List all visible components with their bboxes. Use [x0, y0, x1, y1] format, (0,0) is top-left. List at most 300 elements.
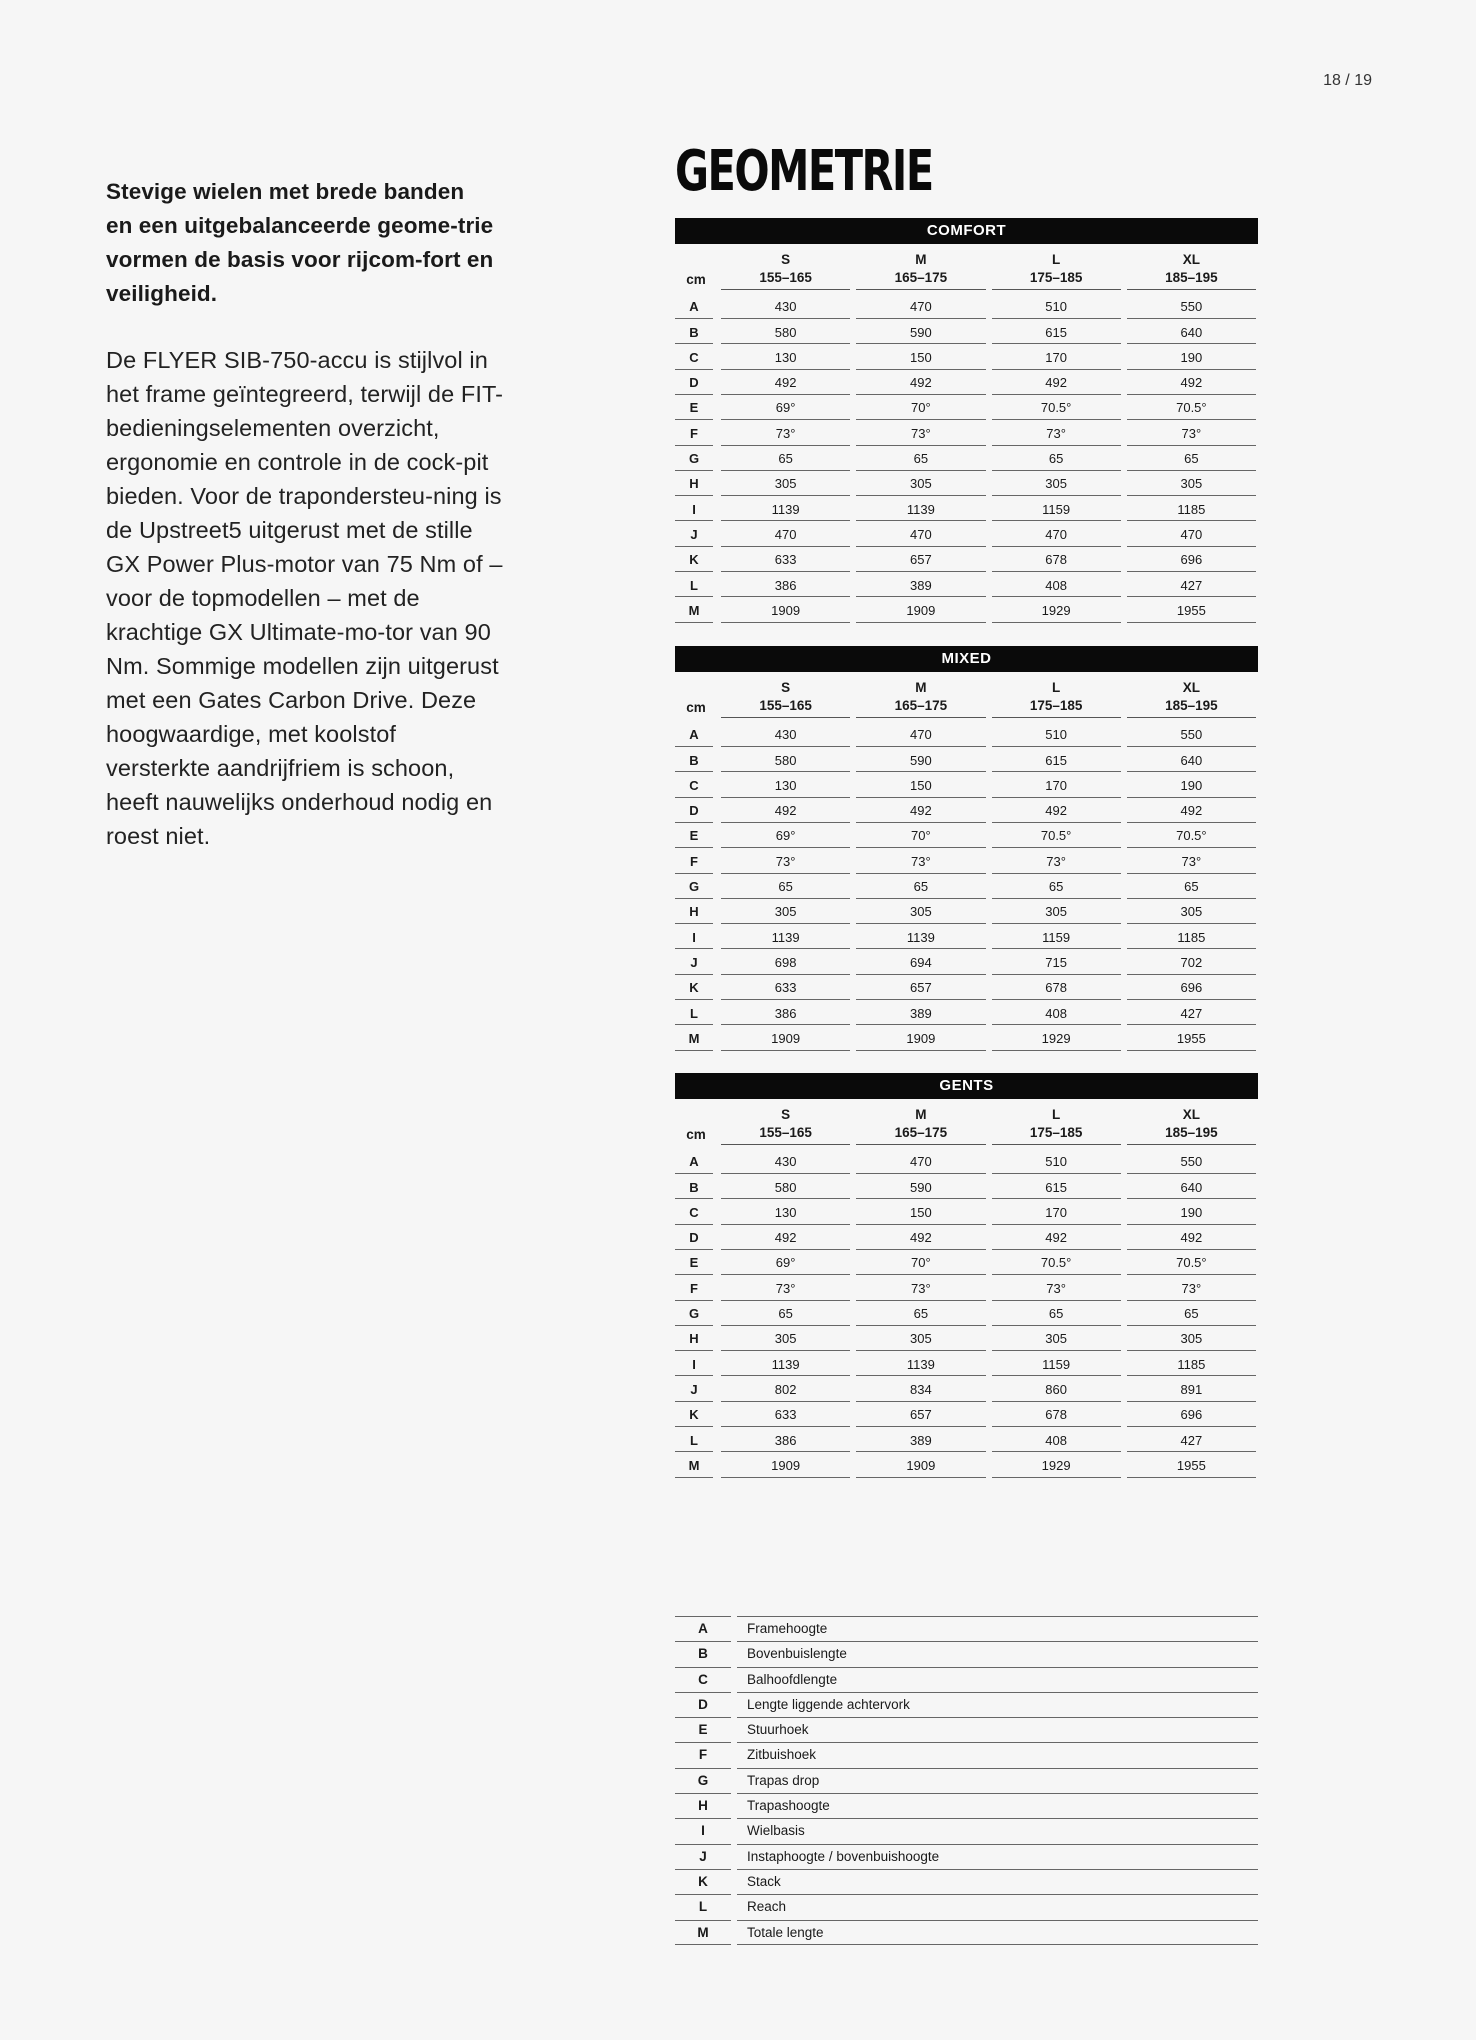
table-cell	[717, 496, 852, 521]
cell-value: 430	[721, 722, 850, 747]
cell-value: 696	[1127, 975, 1256, 1000]
table-cell	[988, 522, 1123, 547]
table-row	[675, 446, 1258, 471]
row-key-label: J	[675, 950, 713, 975]
table-cell	[988, 1225, 1123, 1250]
row-key	[675, 420, 717, 445]
row-key-label: G	[675, 1301, 713, 1326]
row-key-label: E	[675, 823, 713, 848]
table-cell	[1123, 1453, 1258, 1478]
table-title: MIXED	[675, 646, 1258, 672]
legend-item	[675, 1742, 1258, 1767]
cell-value: 1139	[856, 925, 985, 950]
table-cell	[1123, 522, 1258, 547]
table-cell	[717, 1000, 852, 1025]
legend-item	[675, 1793, 1258, 1818]
row-key-label: I	[675, 1352, 713, 1377]
size-name: S	[781, 1107, 791, 1122]
cell-value: 1929	[992, 1453, 1121, 1478]
table-cell	[852, 1200, 987, 1225]
cell-value: 1139	[721, 497, 850, 522]
table-row	[675, 722, 1258, 747]
row-key-label: I	[675, 925, 713, 950]
table-cell	[988, 950, 1123, 975]
table-cell	[852, 1301, 987, 1326]
size-name: S	[781, 252, 791, 267]
cell-value: 70°	[856, 823, 985, 848]
row-key-label: D	[675, 1225, 713, 1250]
cell-value: 305	[856, 471, 985, 496]
cell-value: 170	[992, 345, 1121, 370]
size-name: L	[1052, 680, 1061, 695]
table-cell	[852, 848, 987, 873]
table-row	[675, 1377, 1258, 1402]
row-key	[675, 496, 717, 521]
cell-value: 492	[992, 370, 1121, 395]
table-cell	[717, 522, 852, 547]
cell-value: 510	[992, 294, 1121, 319]
table-cell	[717, 1351, 852, 1376]
table-cell	[988, 471, 1123, 496]
cell-value: 1185	[1127, 925, 1256, 950]
table-cell	[717, 1149, 852, 1174]
row-key	[675, 319, 717, 344]
row-key	[675, 1301, 717, 1326]
cell-value: 470	[856, 522, 985, 547]
row-key-label: J	[675, 522, 713, 547]
cell-value: 640	[1127, 748, 1256, 773]
row-key-label: L	[675, 1428, 713, 1453]
legend-key: J	[675, 1844, 731, 1869]
cell-value: 430	[721, 294, 850, 319]
table-cell	[988, 370, 1123, 395]
cell-value: 550	[1127, 294, 1256, 319]
cell-value: 615	[992, 748, 1121, 773]
legend-key: A	[675, 1616, 731, 1641]
table-cell	[1123, 1225, 1258, 1250]
table-cell	[1123, 319, 1258, 344]
table-cell	[717, 798, 852, 823]
cell-value: 386	[721, 1001, 850, 1026]
table-cell	[717, 446, 852, 471]
table-row	[675, 420, 1258, 445]
body-text: De FLYER SIB-750-accu is stijlvol in het frame geïntegreerd, terwijl de FIT-bedieningselementen overzicht, ergonomie en controle in de cock-pit bieden. Voor de trapondersteu-ning is de Upstreet5 uitgerust met de stille GX Power Plus-motor van 75 Nm of – voor de topmodellen – met de krachtige GX Ultimate-mo-tor van 90 Nm. Sommige modellen zijn uitgerust met een Gates Carbon Drive. Deze hoogwaardige, met koolstof versterkte aandrijfriem is schoon, heeft nauwelijks onderhoud nodig en roest niet.	[106, 347, 504, 849]
cell-value: 427	[1127, 573, 1256, 598]
table-row	[675, 1174, 1258, 1199]
size-range: 155–165	[759, 698, 812, 713]
cell-value: 580	[721, 1175, 850, 1200]
table-cell	[852, 1026, 987, 1051]
table-cell	[1123, 294, 1258, 319]
table-cell	[1123, 924, 1258, 949]
row-key	[675, 370, 717, 395]
table-cell	[852, 1351, 987, 1376]
size-range: 175–185	[1029, 270, 1083, 285]
size-name: XL	[1182, 680, 1200, 695]
cell-value: 73°	[721, 421, 850, 446]
cell-value: 150	[856, 345, 985, 370]
table-cell	[852, 471, 987, 496]
size-range: 165–175	[894, 1125, 948, 1140]
size-header-inner	[1127, 251, 1256, 290]
table-cell	[1123, 496, 1258, 521]
table-cell	[852, 572, 987, 597]
table-cell	[717, 370, 852, 395]
table-cell	[988, 798, 1123, 823]
row-key	[675, 1225, 717, 1250]
row-key	[675, 1149, 717, 1174]
row-key	[675, 395, 717, 420]
legend-label: Trapas drop	[737, 1768, 1258, 1793]
row-key	[675, 924, 717, 949]
table-row	[675, 547, 1258, 572]
row-key	[675, 798, 717, 823]
table-cell	[1123, 848, 1258, 873]
table-cell	[852, 446, 987, 471]
cell-value: 73°	[856, 849, 985, 874]
cell-value: 492	[721, 370, 850, 395]
size-header	[1123, 672, 1258, 722]
cell-value: 65	[721, 1301, 850, 1326]
table-cell	[988, 446, 1123, 471]
table-cell	[852, 370, 987, 395]
cell-value: 73°	[992, 421, 1121, 446]
cell-value: 305	[1127, 471, 1256, 496]
cell-value: 389	[856, 1001, 985, 1026]
size-name: M	[915, 680, 927, 695]
legend-key: C	[675, 1667, 731, 1692]
cell-value: 657	[856, 975, 985, 1000]
legend-item	[675, 1616, 1258, 1641]
table-cell	[988, 924, 1123, 949]
cell-value: 1159	[992, 1352, 1121, 1377]
table-cell	[852, 1000, 987, 1025]
table-cell	[717, 823, 852, 848]
size-header	[852, 244, 987, 294]
table-cell	[852, 773, 987, 798]
size-header	[988, 672, 1123, 722]
table-cell	[1123, 1250, 1258, 1275]
legend-label: Bovenbuislengte	[737, 1641, 1258, 1666]
size-range: 175–185	[1029, 1125, 1083, 1140]
table-cell	[852, 1149, 987, 1174]
table-row	[675, 798, 1258, 823]
table-cell	[1123, 874, 1258, 899]
table-cell	[717, 899, 852, 924]
cell-value: 492	[992, 1225, 1121, 1250]
legend-label: Stack	[737, 1869, 1258, 1894]
table-cell	[988, 598, 1123, 623]
row-key-label: K	[675, 975, 713, 1000]
table-cell	[1123, 1301, 1258, 1326]
table-cell	[1123, 823, 1258, 848]
legend-key: I	[675, 1818, 731, 1843]
legend-item	[675, 1844, 1258, 1869]
cell-value: 73°	[1127, 1276, 1256, 1301]
row-key	[675, 471, 717, 496]
size-name: L	[1052, 252, 1061, 267]
row-key	[675, 874, 717, 899]
table-cell	[1123, 1377, 1258, 1402]
table-cell	[988, 1377, 1123, 1402]
legend-label: Instaphoogte / bovenbuishoogte	[737, 1844, 1258, 1869]
cell-value: 860	[992, 1377, 1121, 1402]
cell-value: 1929	[992, 598, 1121, 623]
row-key	[675, 1026, 717, 1051]
cell-value: 427	[1127, 1428, 1256, 1453]
table-cell	[852, 722, 987, 747]
legend-label: Framehoogte	[737, 1616, 1258, 1641]
row-key-label: F	[675, 421, 713, 446]
size-header-inner	[856, 251, 985, 290]
cell-value: 590	[856, 1175, 985, 1200]
table-cell	[988, 496, 1123, 521]
cell-value: 305	[992, 899, 1121, 924]
table-cell	[1123, 1026, 1258, 1051]
table-cell	[852, 1225, 987, 1250]
table-cell	[988, 547, 1123, 572]
table-row	[675, 1427, 1258, 1452]
size-header-inner	[856, 679, 985, 718]
legend-key: B	[675, 1641, 731, 1666]
cell-value: 73°	[992, 849, 1121, 874]
cell-value: 470	[856, 294, 985, 319]
legend-item	[675, 1920, 1258, 1945]
table-row	[675, 1149, 1258, 1174]
cell-value: 470	[721, 522, 850, 547]
table-cell	[988, 1250, 1123, 1275]
table-row	[675, 1000, 1258, 1025]
size-header	[1123, 1099, 1258, 1149]
table-row	[675, 1225, 1258, 1250]
size-name: M	[915, 252, 927, 267]
cell-value: 170	[992, 773, 1121, 798]
table-cell	[717, 420, 852, 445]
table-row	[675, 1250, 1258, 1275]
cell-value: 1909	[721, 1453, 850, 1478]
cell-value: 615	[992, 320, 1121, 345]
row-key	[675, 975, 717, 1000]
cell-value: 130	[721, 773, 850, 798]
cell-value: 1909	[856, 1026, 985, 1051]
table-row	[675, 370, 1258, 395]
table-row	[675, 522, 1258, 547]
cell-value: 633	[721, 547, 850, 572]
table-cell	[988, 1149, 1123, 1174]
cell-value: 70.5°	[992, 823, 1121, 848]
row-key	[675, 773, 717, 798]
cell-value: 150	[856, 773, 985, 798]
legend-key: L	[675, 1894, 731, 1919]
table-cell	[717, 848, 852, 873]
size-header-inner	[721, 679, 850, 718]
table-cell	[717, 773, 852, 798]
table-cell	[988, 1026, 1123, 1051]
table-row	[675, 1301, 1258, 1326]
row-key-label: G	[675, 874, 713, 899]
table-row	[675, 899, 1258, 924]
table-cell	[1123, 420, 1258, 445]
cell-value: 702	[1127, 950, 1256, 975]
size-header	[988, 1099, 1123, 1149]
cell-value: 1955	[1127, 598, 1256, 623]
cell-value: 834	[856, 1377, 985, 1402]
row-key-label: A	[675, 722, 713, 747]
table-header-row	[675, 244, 1258, 294]
table-cell	[852, 395, 987, 420]
table-cell	[1123, 345, 1258, 370]
cell-value: 891	[1127, 1377, 1256, 1402]
unit-header	[675, 1099, 717, 1149]
table-cell	[717, 747, 852, 772]
legend-label: Wielbasis	[737, 1818, 1258, 1843]
table-cell	[988, 1000, 1123, 1025]
table-cell	[1123, 1402, 1258, 1427]
cell-value: 69°	[721, 395, 850, 420]
size-header-inner	[721, 1106, 850, 1145]
cell-value: 1955	[1127, 1026, 1256, 1051]
table-cell	[1123, 370, 1258, 395]
table-cell	[852, 1453, 987, 1478]
table-cell	[1123, 722, 1258, 747]
cell-value: 1139	[721, 1352, 850, 1377]
legend-item	[675, 1641, 1258, 1666]
cell-value: 70.5°	[1127, 395, 1256, 420]
cell-value: 492	[856, 798, 985, 823]
table-cell	[988, 1301, 1123, 1326]
row-key	[675, 1200, 717, 1225]
table-cell	[988, 294, 1123, 319]
row-key-label: C	[675, 773, 713, 798]
cell-value: 640	[1127, 320, 1256, 345]
table-cell	[852, 522, 987, 547]
cell-value: 470	[992, 522, 1121, 547]
cell-value: 430	[721, 1149, 850, 1174]
unit-label: cm	[686, 700, 706, 715]
geometry-legend	[675, 1616, 1258, 1945]
table-cell	[852, 747, 987, 772]
size-name: M	[915, 1107, 927, 1122]
table-cell	[852, 899, 987, 924]
cell-value: 69°	[721, 1250, 850, 1275]
cell-value: 389	[856, 1428, 985, 1453]
table-row	[675, 345, 1258, 370]
cell-value: 305	[992, 471, 1121, 496]
legend-key: D	[675, 1692, 731, 1717]
table-cell	[988, 345, 1123, 370]
cell-value: 1929	[992, 1026, 1121, 1051]
size-header	[717, 244, 852, 294]
table-cell	[852, 420, 987, 445]
size-range: 155–165	[759, 1125, 812, 1140]
table-cell	[852, 874, 987, 899]
cell-value: 65	[992, 446, 1121, 471]
table-row	[675, 1453, 1258, 1478]
table-cell	[717, 598, 852, 623]
cell-value: 492	[992, 798, 1121, 823]
size-range: 155–165	[759, 270, 812, 285]
unit-header	[675, 244, 717, 294]
cell-value: 678	[992, 547, 1121, 572]
cell-value: 510	[992, 722, 1121, 747]
cell-value: 1909	[856, 598, 985, 623]
size-name: XL	[1182, 1107, 1200, 1122]
cell-value: 70.5°	[992, 1250, 1121, 1275]
geometry-table	[675, 244, 1258, 623]
table-cell	[717, 319, 852, 344]
legend-label: Reach	[737, 1894, 1258, 1919]
table-row	[675, 848, 1258, 873]
row-key-label: E	[675, 1250, 713, 1275]
table-cell	[717, 1377, 852, 1402]
table-row	[675, 773, 1258, 798]
cell-value: 73°	[1127, 849, 1256, 874]
cell-value: 492	[721, 798, 850, 823]
table-cell	[717, 345, 852, 370]
table-cell	[852, 496, 987, 521]
cell-value: 73°	[856, 1276, 985, 1301]
cell-value: 696	[1127, 547, 1256, 572]
cell-value: 65	[992, 1301, 1121, 1326]
cell-value: 65	[856, 874, 985, 899]
legend-label: Trapashoogte	[737, 1793, 1258, 1818]
table-row	[675, 598, 1258, 623]
legend-label: Zitbuishoek	[737, 1742, 1258, 1767]
table-cell	[1123, 598, 1258, 623]
table-title: GENTS	[675, 1073, 1258, 1099]
geometry-table-comfort	[675, 218, 1258, 623]
size-range: 185–195	[1165, 270, 1218, 285]
row-key	[675, 1275, 717, 1300]
row-key	[675, 1000, 717, 1025]
table-cell	[988, 823, 1123, 848]
table-cell	[717, 395, 852, 420]
table-cell	[717, 1301, 852, 1326]
table-cell	[1123, 950, 1258, 975]
table-cell	[717, 1427, 852, 1452]
row-key	[675, 345, 717, 370]
table-cell	[717, 547, 852, 572]
table-cell	[717, 1453, 852, 1478]
row-key-label: H	[675, 899, 713, 924]
geometry-table-gents	[675, 1073, 1258, 1478]
row-key	[675, 823, 717, 848]
table-cell	[852, 345, 987, 370]
row-key-label: B	[675, 1175, 713, 1200]
table-cell	[988, 1174, 1123, 1199]
legend-key: M	[675, 1920, 731, 1945]
geometry-table-mixed	[675, 646, 1258, 1051]
row-key	[675, 1250, 717, 1275]
table-cell	[717, 1174, 852, 1199]
table-cell	[988, 1402, 1123, 1427]
table-header-row	[675, 1099, 1258, 1149]
legend-label: Stuurhoek	[737, 1717, 1258, 1742]
cell-value: 190	[1127, 1200, 1256, 1225]
cell-value: 408	[992, 1428, 1121, 1453]
table-row	[675, 1275, 1258, 1300]
cell-value: 305	[856, 1326, 985, 1351]
cell-value: 694	[856, 950, 985, 975]
cell-value: 70.5°	[1127, 1250, 1256, 1275]
row-key	[675, 1351, 717, 1376]
legend-label: Totale lengte	[737, 1920, 1258, 1945]
page-number: 18 / 19	[1323, 72, 1372, 89]
cell-value: 678	[992, 1402, 1121, 1427]
table-row	[675, 471, 1258, 496]
geometry-title: GEOMETRIE	[675, 139, 933, 204]
row-key-label: B	[675, 320, 713, 345]
